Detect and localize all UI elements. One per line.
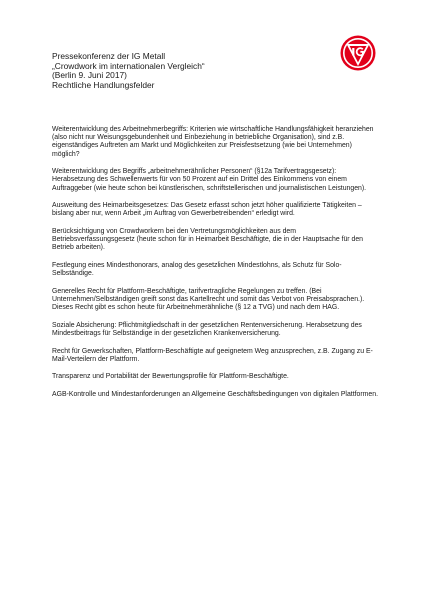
header-line-2: „Crowdwork im internationalen Vergleich“ xyxy=(52,60,205,71)
header-line-1: Pressekonferenz der IG Metall xyxy=(52,51,166,61)
paragraph-tarifvertragliche-regelungen: Generelles Recht für Plattform-Beschäftigte, tarifvertragliche Regelungen zu treffen. (Bei Unternehmen/Selbständigen greift sonst das Kartellrecht und somit das Verbot von Preisabsprachen.). Dieses Recht gibt es schon heute für Arbeitnehmerähnliche (§ 12 a TVG) und nach dem HAG. xyxy=(52,287,365,312)
paragraph-betriebsverfassungsgesetz: Berücksichtigung von Crowdworkern bei den Vertretungsmöglichkeiten aus dem Betriebsverfassungsgesetz (heute schon für in Heimarbeit Beschäftigte, die in der Hauptsache für den Betrieb arbeiten). xyxy=(52,228,364,252)
header-line-4: Rechtliche Handlungsfelder xyxy=(52,79,155,90)
document-body xyxy=(52,126,378,409)
paragraph-mindesthonorar: Festlegung eines Mindesthonorars, analog des gesetzlichen Mindestlohns, als Schutz für Solo-Selbständige. xyxy=(52,262,342,278)
paragraph-arbeitnehmerbegriff: Weiterentwicklung des Arbeitnehmerbegriffs: Kriterien wie wirtschaftliche Handlungsfähigkeit heranziehen (also nicht nur Weisungsgebundenheit und Einbeziehung in betriebliche Organisation), sind z.B. eigenständiges Auftreten am Markt und Möglichkeiten zur Preisfestsetzung (wie bei Unternehmen) möglich? xyxy=(52,126,374,158)
paragraph-bewertungsprofile: Transparenz und Portabilität der Bewertungsprofile für Plattform-Beschäftigte. xyxy=(52,373,289,381)
paragraph-arbeitnehmeraehnliche-personen: Weiterentwicklung des Begriffs „arbeitnehmerähnlicher Personen“ (§12a Tarifvertragsgesetz): Herabsetzung des Schwellenwerts für von 50 Prozent auf ein Drittel des Einkommens von einem Auftraggeber (wie heute schon bei künstlerischen, schriftstellerischen und journalistischen Leistungen). xyxy=(52,168,367,192)
paragraph-agb-kontrolle: AGB-Kontrolle und Mindestanforderungen an Allgemeine Geschäftsbedingungen von digitalen Plattformen. xyxy=(52,390,378,398)
paragraph-heimarbeitsgesetz: Ausweitung des Heimarbeitsgesetzes: Das Gesetz erfasst schon jetzt höher qualifizierte Tätigkeiten – bislang aber nur, wenn Arbeit „im Auftrag von Gewerbetreibenden“ erledigt wird. xyxy=(52,202,362,218)
header-line-3: (Berlin 9. Juni 2017) xyxy=(52,70,127,81)
paragraph-soziale-absicherung: Soziale Absicherung: Pflichtmitgliedschaft in der gesetzlichen Rentenversicherung. Herabsetzung des Mindestbeitrags für Selbständige in der gesetzlichen Krankenversicherung. xyxy=(52,321,362,337)
ig-metall-logo-icon xyxy=(340,33,376,73)
paragraph-gewerkschaftszugang: Recht für Gewerkschaften, Plattform-Beschäftigte auf geeignetem Weg anzusprechen, z.B. Zugang zu E-Mail-Verteilern der Plattform. xyxy=(52,347,373,363)
document-header xyxy=(52,52,332,90)
